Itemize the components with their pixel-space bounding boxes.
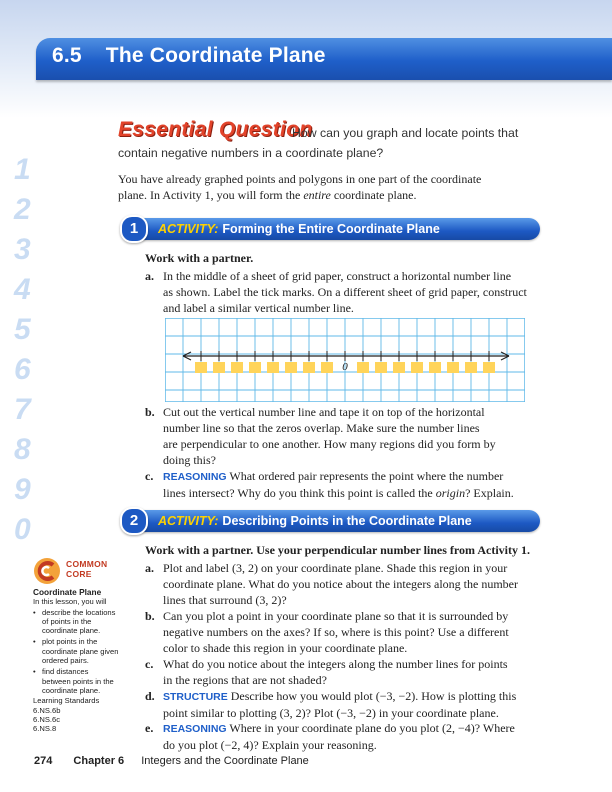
bullet-icon: • [33,607,36,617]
item-line: doing this? [163,453,216,467]
numeral: 4 [14,273,31,306]
numeral: 2 [14,193,31,226]
tick-label-box [483,362,495,373]
section-number: 6.5 [52,44,82,67]
activity-2-lead: Work with a partner. Use your perpendicular number lines from Activity 1. [145,543,531,557]
bullet-icon: • [33,637,36,647]
activity-1-item-c [145,468,595,501]
sidebar-bullet [33,637,128,665]
intro-line-2 [118,187,588,203]
activity-1-lead: Work with a partner. [145,251,254,265]
numeral: 1 [14,153,31,186]
tick-label-box [231,362,243,373]
item-letter: b. [145,405,155,419]
essential-question-text-2: contain negative numbers in a coordinate plane? [118,146,384,160]
item-line: Cut out the vertical number line and tape it on top of the horizontal [163,405,485,419]
numeral: 8 [14,433,31,466]
item-line: In the middle of a sheet of grid paper, construct a horizontal number line [163,269,512,283]
sidebar-bullet [33,608,128,636]
numeral: 9 [14,473,31,506]
activity-1-item-a [145,268,595,316]
bullet-line: find distances [42,667,89,677]
essential-question-label: Essential Question [118,118,313,141]
section-title-text: The Coordinate Plane [105,44,326,67]
tick-label-box [447,362,459,373]
sidebar-heading: Coordinate Plane [33,587,102,597]
item-line: as shown. Label the tick marks. On a different sheet of grid paper, construct [163,285,527,299]
activity-2-title-text: Describing Points in the Coordinate Plane [222,514,472,528]
numeral: 5 [14,313,31,346]
intro-line-1: You have already graphed points and polygons in one part of the coordinate [118,172,482,186]
item-letter: c. [145,469,154,483]
bullet-line: ordered pairs. [42,656,89,666]
activity-keyword: ACTIVITY: [158,514,219,528]
item-line: and label a similar vertical number line. [163,301,354,315]
activity-2-number: 2 [120,507,148,535]
item-line: What do you notice about the integers along the number lines for points [163,657,508,671]
item-line: do you plot (−2, 4)? Explain your reasoning. [163,738,377,752]
tick-label-box [213,362,225,373]
activity-2-title [158,514,472,528]
structure-keyword: STRUCTURE [163,691,228,703]
sidebar-bullet [33,667,128,695]
bullet-line: plot points in the [42,637,98,647]
bullet-line: coordinate plane. [42,685,101,695]
item-text: lines intersect? Why do you think this point is called the [163,486,436,500]
activity-2-item-b [145,608,595,656]
item-line: point similar to plotting (3, 2)? Plot (−3, −2) in your coordinate plane. [163,706,499,720]
number-line-figure [165,318,525,402]
item-line: Plot and label (3, 2) on your coordinate plane. Shade this region in your [163,561,508,575]
intro-text: plane. In Activity 1, you will form the [118,188,304,202]
bullet-line: between points in the [42,676,114,686]
numeral: 7 [14,393,31,426]
item-line: number line so that the zeros overlap. Make sure the number lines [163,421,480,435]
item-line: are perpendicular to one another. How many regions did you form by [163,437,496,451]
item-letter: e. [145,721,154,735]
tick-label-box [321,362,333,373]
sidebar-intro: In this lesson, you will [33,597,107,607]
tick-label-box [249,362,261,373]
item-line [145,485,595,501]
tick-label-box [303,362,315,373]
bullet-line: coordinate plane. [42,626,101,636]
item-line: What ordered pair represents the point where the number [229,469,504,483]
section-title [52,44,326,68]
activity-keyword: ACTIVITY: [158,222,219,236]
item-line: Where in your coordinate plane do you plot (2, −4)? Where [229,721,515,735]
intro-text: coordinate plane. [330,188,417,202]
reasoning-keyword: REASONING [163,723,227,735]
bullet-line: of points in the [42,616,92,626]
activity-1-title-text: Forming the Entire Coordinate Plane [222,222,440,236]
item-letter: c. [145,657,154,671]
page-footer [34,755,309,767]
standards-label: Learning Standards [33,696,100,706]
tick-label-box [285,362,297,373]
cc-title-line-2: CORE [66,569,92,579]
tick-label-box [195,362,207,373]
item-line: color to shade this region in your coordinate plane. [163,641,408,655]
standard-code: 6.NS.6c [33,714,61,724]
activity-2-item-e [145,720,595,753]
activity-2-item-a [145,560,595,608]
item-letter: d. [145,689,155,703]
item-line: negative numbers on the axes? If so, where is this point? Use a different [163,625,509,639]
tick-label-box [411,362,423,373]
common-core-sidebar [33,588,128,733]
item-line: Describe how you would plot (−3, −2). How is plotting this [230,689,517,703]
activity-2-item-d [145,688,595,721]
activity-1-item-b [145,404,595,468]
item-line: lines that surround (3, 2)? [163,593,287,607]
cc-title-line-1: COMMON [66,559,108,569]
activity-1-title [158,222,440,236]
numeral: 6 [14,353,31,386]
tick-label-box [267,362,279,373]
item-letter: b. [145,609,155,623]
item-line: coordinate plane. What do you notice about the integers along the number [163,577,519,591]
standard-code: 6.NS.8 [33,724,57,734]
numerals-watermark [0,150,50,550]
activity-1-number: 1 [120,215,148,243]
essential-question-text-1: How can you graph and locate points that [292,126,519,140]
activity-2-item-c [145,656,595,688]
reasoning-keyword: REASONING [163,471,227,483]
page-number: 274 [34,755,53,767]
tick-label-box [357,362,369,373]
tick-label-box [393,362,405,373]
numeral: 3 [14,233,31,266]
chapter-label: Chapter 6 [73,755,125,767]
intro-paragraph [118,171,588,203]
common-core-title [66,559,107,579]
item-letter: a. [145,269,154,283]
standard-code: 6.NS.6b [33,705,61,715]
intro-emphasis: entire [303,188,331,202]
zero-label: 0 [342,361,348,373]
item-line: Can you plot a point in your coordinate plane so that it is surrounded by [163,609,509,623]
bullet-icon: • [33,667,36,677]
common-core-logo-icon [32,556,62,586]
tick-label-box [465,362,477,373]
item-emphasis: origin [435,486,466,500]
tick-label-box [429,362,441,373]
item-line: in the regions that are not shaded? [163,673,327,687]
bullet-line: coordinate plane given [42,646,119,656]
numeral: 0 [14,513,31,546]
item-letter: a. [145,561,154,575]
chapter-title: Integers and the Coordinate Plane [141,755,309,767]
tick-label-box [375,362,387,373]
item-text: ? Explain. [465,486,514,500]
bullet-line: describe the locations [42,607,116,617]
